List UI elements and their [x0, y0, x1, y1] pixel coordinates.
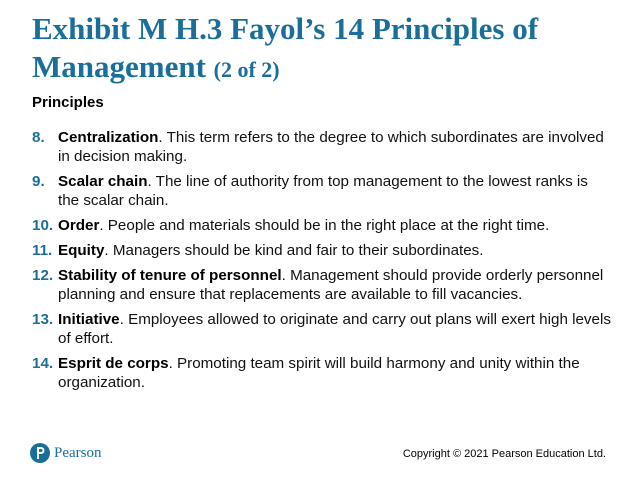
principle-description: . Managers should be kind and fair to their subordinates. — [104, 242, 484, 259]
principle-number: 8. — [32, 129, 45, 146]
principle-item-9 — [32, 172, 612, 210]
principle-number: 12. — [32, 267, 54, 284]
principle-item-13 — [32, 310, 612, 348]
principles-list — [32, 128, 612, 398]
principle-description: . This term refers to the degree to which subordinates are involved in decision making. — [58, 129, 604, 165]
pearson-logo — [30, 443, 102, 463]
principle-item-8 — [32, 128, 612, 166]
principle-number: 10. — [32, 217, 54, 234]
principle-number: 9. — [32, 173, 45, 190]
principle-term: Esprit de corps — [58, 355, 169, 372]
principle-term: Scalar chain — [58, 173, 148, 190]
principle-description: . Promoting team spirit will build harmony and unity within the organization. — [58, 355, 580, 391]
slide-title-main: Exhibit M H.3 Fayol’s 14 Principles of Management — [32, 11, 539, 84]
copyright-notice: Copyright © 2021 Pearson Education Ltd. — [402, 448, 606, 460]
principle-item-11 — [32, 241, 612, 260]
principle-item-10 — [32, 216, 612, 235]
slide-title — [32, 10, 622, 89]
principle-term: Centralization — [58, 129, 159, 146]
principle-term: Stability of tenure of personnel — [58, 267, 282, 284]
principle-description: . The line of authority from top management to the lowest ranks is the scalar chain. — [58, 173, 588, 209]
slide-title-sub: (2 of 2) — [213, 57, 280, 82]
principle-description: . People and materials should be in the right place at the right time. — [99, 217, 550, 234]
principle-term: Equity — [58, 242, 105, 259]
principle-number: 14. — [32, 355, 54, 372]
principle-item-12 — [32, 266, 612, 304]
principle-number: 13. — [32, 311, 54, 328]
principle-description: . Employees allowed to originate and carry out plans will exert high levels of effort. — [58, 311, 611, 347]
principle-description: . Management should provide orderly personnel planning and ensure that replacements are available to fill vacancies. — [58, 267, 604, 303]
pearson-p-glyph-icon — [34, 446, 46, 460]
principle-item-14 — [32, 354, 612, 392]
principle-term: Initiative — [58, 311, 120, 328]
section-heading: Principles — [32, 94, 104, 111]
pearson-p-icon — [30, 443, 50, 463]
principle-number: 11. — [32, 242, 53, 259]
pearson-wordmark: Pearson — [54, 444, 102, 461]
principle-term: Order — [58, 217, 100, 234]
